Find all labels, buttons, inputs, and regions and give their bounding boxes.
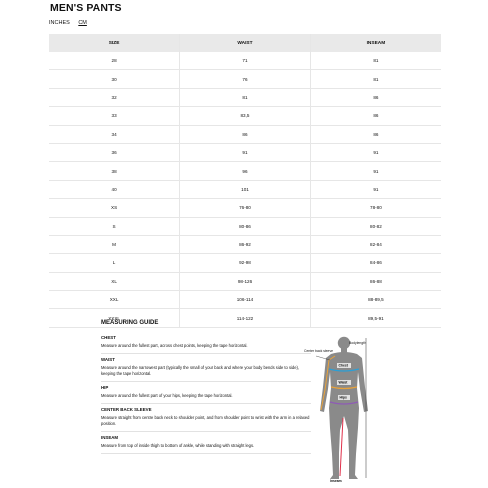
cell-inseam: 91 <box>310 162 441 180</box>
cell-waist: 114-122 <box>180 309 311 327</box>
cell-size: 38 <box>49 162 180 180</box>
guide-item-text: Measure straight from centre back neck to shoulder point, and from shoulder point to wrist with the arm in a relaxed position. <box>101 415 310 426</box>
table-row <box>49 180 441 198</box>
table-row <box>49 125 441 143</box>
cell-size: L <box>49 254 180 272</box>
table-row <box>49 88 441 106</box>
cell-inseam: 88-89,5 <box>310 291 441 309</box>
cell-inseam: 82-84 <box>310 235 441 253</box>
cell-waist: 96 <box>180 162 311 180</box>
cell-waist: 91 <box>180 143 311 161</box>
label-hips: Hips <box>339 395 347 400</box>
cell-waist: 80-86 <box>180 217 311 235</box>
cell-inseam: 86 <box>310 88 441 106</box>
cell-waist: 81 <box>180 88 311 106</box>
guide-item-text: Measure around the narrowest part (typically the small of your back and where your body bends side to side), keeping the tape horizontal. <box>101 365 299 376</box>
body-silhouette <box>320 337 368 479</box>
guide-list <box>101 332 311 454</box>
guide-item <box>101 332 311 354</box>
cell-size: XS <box>49 199 180 217</box>
table-row <box>49 291 441 309</box>
guide-item-text: Measure around the fullest part, across chest points, keeping the tape horizontal. <box>101 343 248 348</box>
cell-inseam: 84-86 <box>310 254 441 272</box>
cell-inseam: 89,5-91 <box>310 309 441 327</box>
cell-waist: 83,5 <box>180 107 311 125</box>
cell-inseam: 91 <box>310 143 441 161</box>
body-measurement-figure <box>302 332 392 484</box>
table-row <box>49 272 441 290</box>
table-row <box>49 70 441 88</box>
guide-item-heading: WAIST <box>101 357 115 362</box>
page-title: MEN'S PANTS <box>50 2 122 14</box>
table-row <box>49 254 441 272</box>
body-figure-svg <box>302 332 392 484</box>
guide-item-heading: INSEAM <box>101 435 119 440</box>
table-body <box>49 52 441 327</box>
cell-waist: 92-98 <box>180 254 311 272</box>
table-row <box>49 107 441 125</box>
guide-item-heading: CENTER BACK SLEEVE <box>101 407 152 412</box>
label-body-length: Bodylength <box>349 341 366 345</box>
cell-waist: 106-114 <box>180 291 311 309</box>
cell-size: M <box>49 235 180 253</box>
label-waist: Waist <box>338 380 348 385</box>
guide-item <box>101 432 311 454</box>
cell-size: 34 <box>49 125 180 143</box>
guide-item-text: Measure around the fullest part of your hips, keeping the tape horizontal. <box>101 393 233 398</box>
guide-item-heading: CHEST <box>101 335 116 340</box>
cell-inseam: 86-88 <box>310 272 441 290</box>
cell-waist: 86-92 <box>180 235 311 253</box>
cell-waist: 76 <box>180 70 311 88</box>
unit-cm-link[interactable]: CM <box>78 20 87 26</box>
cell-waist: 101 <box>180 180 311 198</box>
column-header-size: SIZE <box>49 34 180 52</box>
cell-waist: 76-80 <box>180 199 311 217</box>
table-row <box>49 143 441 161</box>
unit-inches-link[interactable]: INCHES <box>49 20 70 26</box>
table-header-row <box>49 34 441 52</box>
table-row <box>49 52 441 70</box>
table-row <box>49 217 441 235</box>
cell-inseam: 91 <box>310 180 441 198</box>
guide-item <box>101 382 311 404</box>
cell-waist: 71 <box>180 52 311 70</box>
cell-size: 30 <box>49 70 180 88</box>
cell-size: 32 <box>49 88 180 106</box>
table-row <box>49 199 441 217</box>
label-chest: Chest <box>338 363 348 368</box>
cell-size: 28 <box>49 52 180 70</box>
cell-inseam: 81 <box>310 52 441 70</box>
measuring-guide <box>101 320 311 454</box>
cell-size: XL <box>49 272 180 290</box>
cell-inseam: 80-82 <box>310 217 441 235</box>
cell-size: 36 <box>49 143 180 161</box>
unit-toggle <box>49 20 94 26</box>
label-center-back: Center back sleeve <box>304 349 334 353</box>
cell-size: 40 <box>49 180 180 198</box>
guide-item <box>101 404 311 432</box>
size-chart-table <box>49 34 441 328</box>
cell-size: 33 <box>49 107 180 125</box>
guide-title: MEASURING GUIDE <box>101 320 159 326</box>
cell-inseam: 81 <box>310 70 441 88</box>
cell-waist: 86 <box>180 125 311 143</box>
label-inseam: Inseam <box>330 479 342 483</box>
cell-inseam: 78-80 <box>310 199 441 217</box>
column-header-inseam: INSEAM <box>310 34 441 52</box>
cell-inseam: 86 <box>310 107 441 125</box>
column-header-waist: WAIST <box>180 34 311 52</box>
table-row <box>49 235 441 253</box>
cell-size: XXXL <box>49 309 180 327</box>
cell-inseam: 86 <box>310 125 441 143</box>
cell-waist: 98-126 <box>180 272 311 290</box>
cell-size: XXL <box>49 291 180 309</box>
table-row <box>49 162 441 180</box>
guide-item-heading: HIP <box>101 385 109 390</box>
cell-size: S <box>49 217 180 235</box>
guide-item <box>101 354 311 382</box>
guide-item-text: Measure from top of inside thigh to bottom of ankle, while standing with straight legs. <box>101 443 255 448</box>
